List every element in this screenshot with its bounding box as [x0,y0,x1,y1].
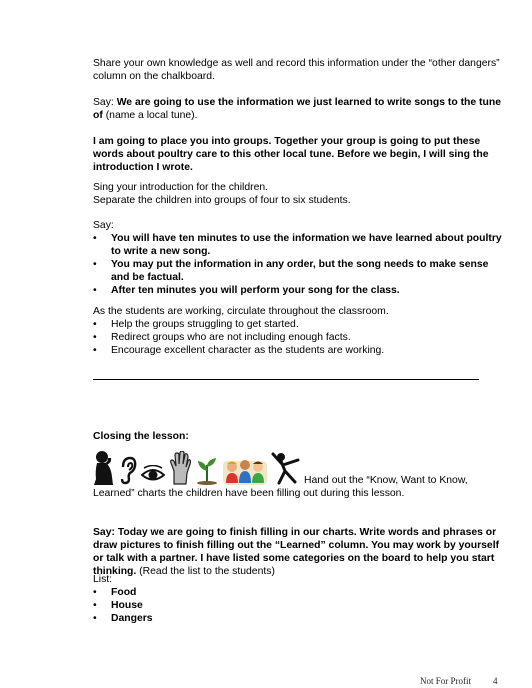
bullet-icon: • [93,332,97,343]
instruction-separate: Separate the children into groups of four to six students. [93,195,351,206]
bullet-icon: • [93,613,97,624]
bullet-icon: • [93,600,97,611]
list-item: • Redirect groups who are not including enough facts. [93,332,351,343]
bullet-icon: • [93,587,97,598]
list-section [93,573,503,625]
circulate-text: As the students are working, circulate throughout the classroom. [93,306,389,317]
list-item: • Food [93,587,137,598]
footer-label: Not For Profit [420,676,472,686]
read-list-note: (Read the list to the students) [136,566,275,577]
closing-heading-block [93,430,503,443]
instruction-sing: Sing your introduction for the children. [93,182,269,193]
circulate-bullet-list [93,318,503,357]
children-group-icon [223,455,267,485]
say-label: Say: [93,97,117,108]
finish-charts-bold: Say: Today we are going to finish filling in our charts. Write words and phrases or draw pictures to finish filling out the “Learned” column. You may work by yourself or talk with a partner. I have listed some categories on the board to help you start thinking. [93,527,500,577]
list-item: • Help the groups struggling to get started. [93,319,299,330]
icon-row [93,449,301,485]
list-item: • Encourage excellent character as the students are working. [93,345,385,356]
handout-text: Learned” charts the children have been filling out during this lesson. [93,488,405,499]
ear-icon [119,455,137,485]
list-item: • You will have ten minutes to use the information we have learned about poultry to write a new song. [93,233,502,257]
say-section [93,219,503,297]
groups-bold: I am going to place you into groups. Together your group is going to put these words about poultry care to this other local tune. Before we begin, I will sing the introduction I wrote. [93,136,489,173]
handout-continued [93,487,503,500]
circulate-section [93,305,503,357]
paragraph-finish-charts [93,526,503,578]
list-item: • You may put the information in any order, but the song needs to make sense and be factual. [93,259,489,283]
bullet-icon: • [93,233,97,244]
sprout-icon [195,455,219,485]
paragraph-groups [93,135,503,174]
stretching-child-icon [271,451,301,485]
list-item: • After ten minutes you will perform your song for the class. [93,285,400,296]
eye-icon [141,465,165,485]
bullet-icon: • [93,259,97,270]
closing-heading: Closing the lesson: [93,431,189,442]
say-bullet-list [93,232,503,297]
say-heading: Say: [93,220,114,231]
handout-inline-text: Hand out the “Know, Want to Know, [304,475,468,486]
list-item: • Dangers [93,613,153,624]
say-songs-bold: We are going to use the information we just learned to write songs to the tune of [93,97,501,121]
list-heading: List: [93,574,113,585]
page-number: 4 [493,676,498,686]
paragraph-instructions [93,181,503,207]
bullet-icon: • [93,285,97,296]
paragraph-say-songs [93,96,503,122]
hand-icon [169,451,191,485]
horizontal-divider [93,379,479,380]
paragraph-text: Share your own knowledge as well and record this information under the “other dangers” column on the chalkboard. [93,58,500,82]
tune-note: (name a local tune). [102,110,198,121]
bullet-icon: • [93,345,97,356]
category-list [93,586,503,625]
bullet-icon: • [93,319,97,330]
paragraph-record-info [93,57,503,83]
thinking-child-icon [93,449,115,485]
list-item: • House [93,600,143,611]
